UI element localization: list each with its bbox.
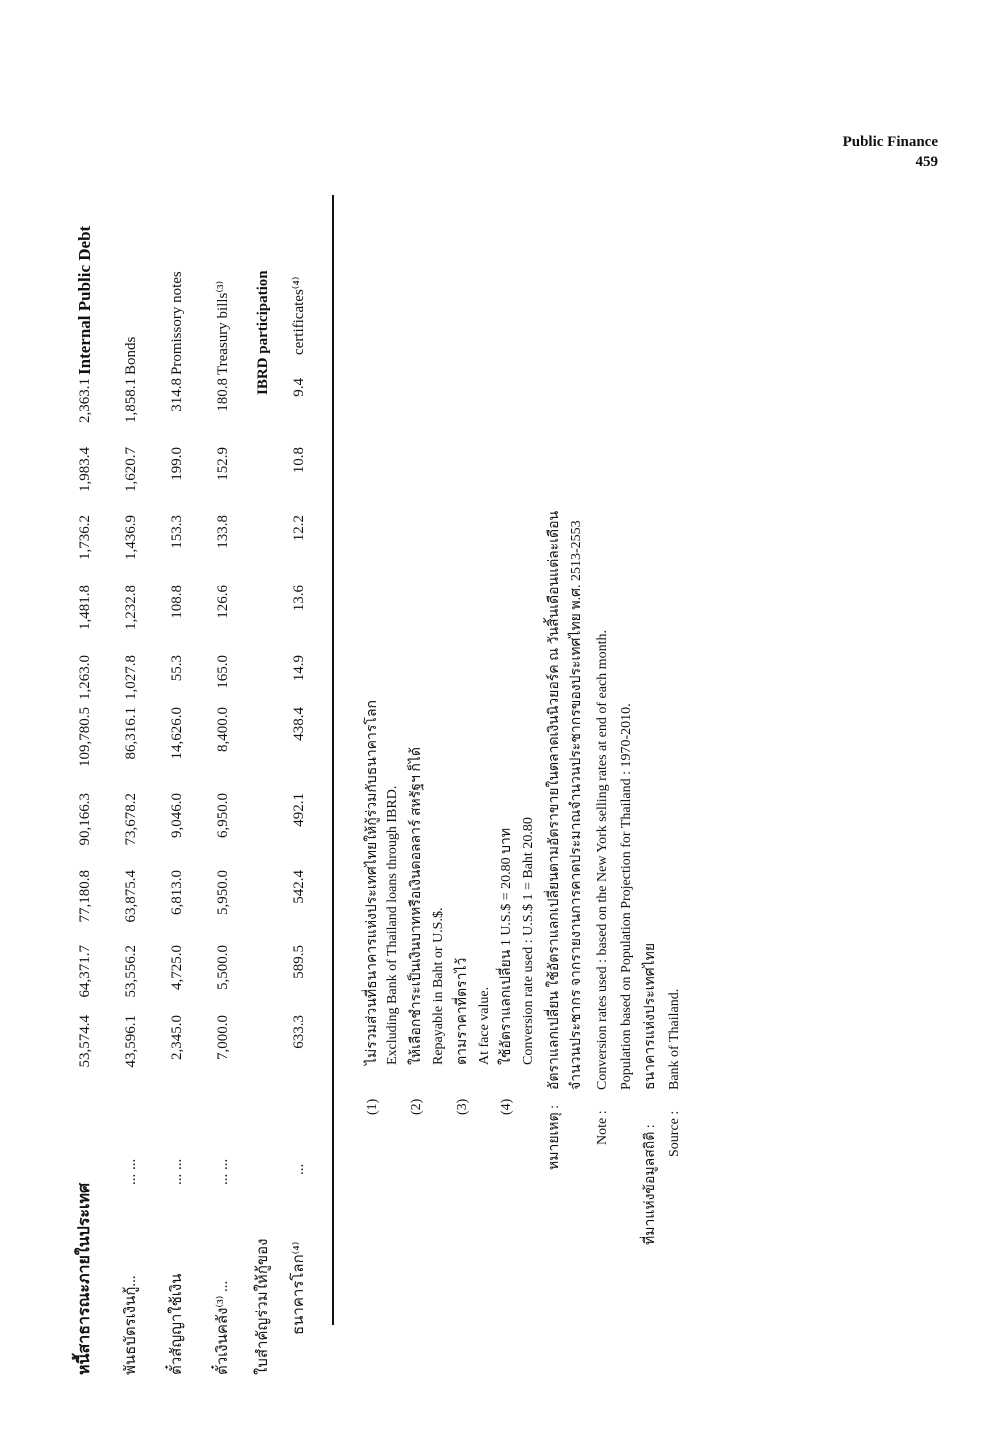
leader-dots: ... (291, 1163, 307, 1175)
row-label-english: IBRD participation (255, 270, 271, 395)
table-cell: 180.8 (215, 378, 231, 412)
table-cell: 126.6 (215, 585, 231, 619)
source-english: Bank of Thailand. (667, 988, 682, 1090)
row-label-english: certificates⁽⁴⁾ (291, 276, 307, 355)
note-thai: ใช้อัตราแลกเปลี่ยน 1 U.S.$ = 20.80 บาท (499, 827, 514, 1065)
remark-thai-line1: อัตราแลกเปลี่ยน ใช้อัตราแลกเปลี่ยนตามอัตราขายในตลาดเงินนิวยอร์ค ณ วันสิ้นเดือนแต่ละเดือน (547, 510, 562, 1090)
leader-dots: ... ... (123, 1158, 139, 1185)
table-cell: 12.2 (291, 515, 307, 542)
note-thai: ตามราคาที่ตราไว้ (455, 957, 470, 1065)
note-english: At face value. (477, 986, 492, 1065)
table-cell: 108.8 (169, 585, 185, 619)
page-number: 459 (915, 154, 938, 170)
table-cell: 55.3 (169, 655, 185, 682)
table-cell: 6,950.0 (215, 793, 231, 838)
note-english: Conversion rate used : U.S.$ 1 = Baht 20.80 (521, 817, 536, 1065)
leader-dots: ... ... (215, 1158, 231, 1185)
note-english: Repayable in Baht or U.S.$. (431, 907, 446, 1065)
table-cell: 1,263.0 (77, 655, 93, 700)
table-cell: 133.8 (215, 515, 231, 549)
table-cell: 7,000.0 (215, 1015, 231, 1060)
source-thai-label: ที่มาแห่งข้อมูลสถิติ : (643, 1124, 658, 1245)
row-label-english: Promissory notes (169, 271, 185, 375)
table-cell: 86,316.1 (123, 707, 139, 760)
row-label-english: Treasury bills⁽³⁾ (215, 280, 231, 375)
table-cell: 1,858.1 (123, 378, 139, 423)
table-cell: 1,736.2 (77, 515, 93, 560)
table-cell: 14,626.0 (169, 707, 185, 760)
row-label-english: Internal Public Debt (75, 225, 94, 375)
row-label-thai: ใบสำคัญร่วมให้กู้ของ (255, 1238, 271, 1375)
row-label-thai: ตั๋วเงินคลัง⁽³⁾ ... (215, 1280, 231, 1375)
table-cell: 165.0 (215, 655, 231, 689)
table-cell: 4,725.0 (169, 945, 185, 990)
table-cell: 109,780.5 (77, 707, 93, 767)
table-row-treasury-bills (206, 165, 240, 1395)
note-marker: (4) (499, 1098, 514, 1115)
row-label-thai: พันธบัตรเงินกู้... (123, 1275, 139, 1375)
table-cell: 90,166.3 (77, 793, 93, 846)
table-cell: 2,345.0 (169, 1015, 185, 1060)
table-divider-rule (332, 195, 334, 1325)
table-cell: 1,436.9 (123, 515, 139, 560)
table-cell: 1,620.7 (123, 447, 139, 492)
remark-label: หมายเหตุ : (547, 1104, 562, 1170)
page-header (843, 132, 938, 172)
table-row-ibrd-certificates (282, 165, 316, 1395)
table-cell: 10.8 (291, 447, 307, 474)
table-cell: 6,813.0 (169, 870, 185, 915)
note-thai: ไม่รวมส่วนที่ธนาคารแห่งประเทศไทยให้กู้ร่วมกับธนาคารโลก (365, 699, 380, 1065)
note-english-line2: Population based on Population Projection for Thailand : 1970-2010. (619, 703, 634, 1090)
table-cell: 492.1 (291, 793, 307, 827)
table-cell: 1,232.8 (123, 585, 139, 630)
table-cell: 589.5 (291, 945, 307, 979)
table-cell: 5,500.0 (215, 945, 231, 990)
table-cell: 9,046.0 (169, 793, 185, 838)
table-cell: 64,371.7 (77, 945, 93, 998)
table-cell: 9.4 (291, 378, 307, 397)
table-cell: 43,596.1 (123, 1015, 139, 1068)
table-row-promissory-notes (160, 165, 194, 1395)
row-label-english: Bonds (123, 336, 139, 375)
table-cell: 5,950.0 (215, 870, 231, 915)
table-cell: 77,180.8 (77, 870, 93, 923)
table-cell: 63,875.4 (123, 870, 139, 923)
table-cell: 1,027.8 (123, 655, 139, 700)
row-label-thai: ธนาคารโลก⁽⁴⁾ (291, 1241, 307, 1335)
source-thai: ธนาคารแห่งประเทศไทย (643, 942, 658, 1090)
table-cell: 53,556.2 (123, 945, 139, 998)
row-label-thai: ตั๋วสัญญาใช้เงิน (169, 1273, 185, 1375)
note-english: Excluding Bank of Thailand loans through IBRD. (385, 785, 400, 1065)
source-label: Source : (667, 1110, 682, 1157)
remark-thai-line2: จำนวนประชากร จากรายงานการคาดประมาณจำนวนประชากรของประเทศไทย พ.ศ. 2513-2553 (569, 520, 584, 1090)
note-label: Note : (595, 1110, 610, 1145)
note-english-line1: Conversion rates used : based on the New York selling rates at end of each month. (595, 630, 610, 1090)
table-cell: 2,363.1 (77, 378, 93, 423)
table-cell: 152.9 (215, 447, 231, 481)
table-cell: 13.6 (291, 585, 307, 612)
row-label-thai: หนี้สาธารณะภายในประเทศ (76, 1182, 93, 1375)
note-marker: (2) (409, 1098, 424, 1115)
table-cell: 1,983.4 (77, 447, 93, 492)
table-row-internal-public-debt (68, 165, 102, 1395)
table-cell: 53,574.4 (77, 1015, 93, 1068)
note-marker: (1) (365, 1098, 380, 1115)
table-row-bonds (114, 165, 148, 1395)
table-cell: 199.0 (169, 447, 185, 481)
table-cell: 14.9 (291, 655, 307, 682)
leader-dots: ... ... (169, 1158, 185, 1185)
table-cell: 314.8 (169, 378, 185, 412)
table-cell: 1,481.8 (77, 585, 93, 630)
rotated-table-page (30, 165, 710, 1395)
table-cell: 73,678.2 (123, 793, 139, 846)
note-thai: ให้เลือกชำระเป็นเงินบาทหรือเงินดอลลาร์ สหรัฐฯ ก็ได้ (409, 746, 424, 1065)
table-cell: 542.4 (291, 870, 307, 904)
table-cell: 438.4 (291, 707, 307, 741)
note-marker: (3) (455, 1098, 470, 1115)
table-row-ibrd-header (246, 165, 280, 1395)
table-cell: 153.3 (169, 515, 185, 549)
table-cell: 633.3 (291, 1015, 307, 1049)
section-title: Public Finance (842, 134, 938, 150)
table-cell: 8,400.0 (215, 707, 231, 752)
